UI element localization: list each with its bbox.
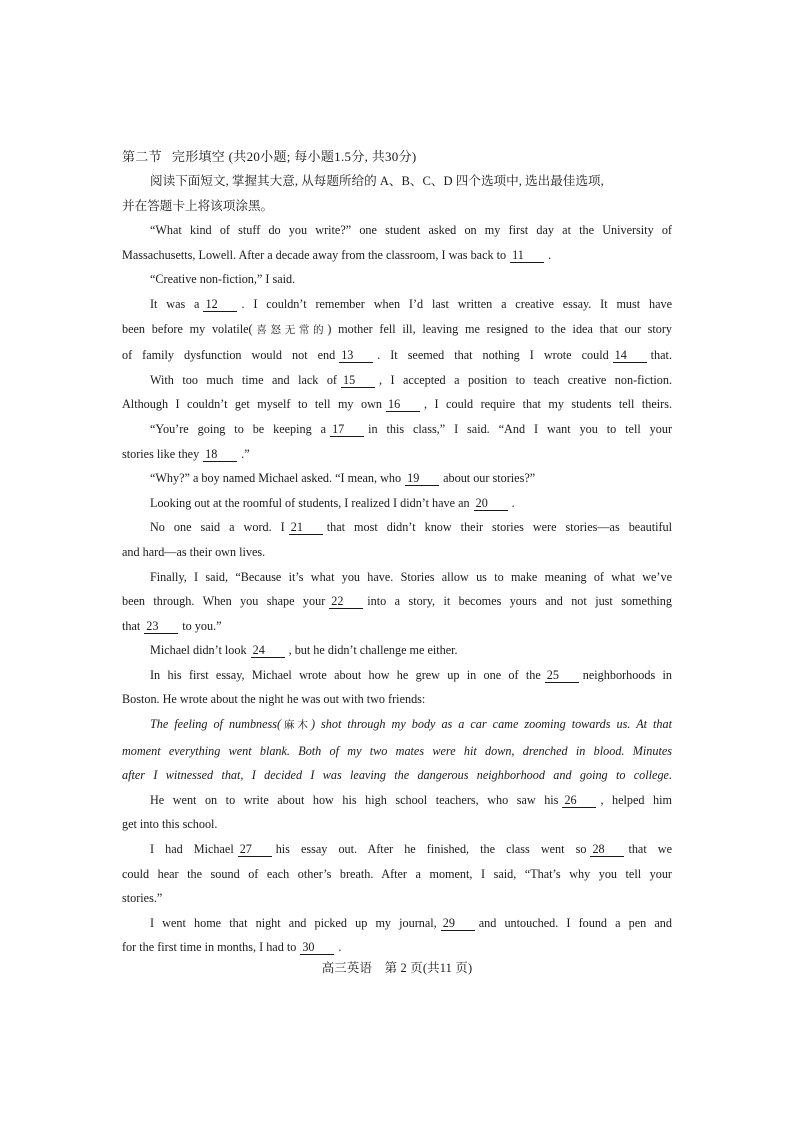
blank-18: 18: [203, 447, 237, 462]
line-text: get into this school.: [122, 817, 218, 832]
line-text: , I accepted a position to teach creative non-fiction.: [378, 372, 672, 387]
blank-11: 11: [510, 248, 544, 263]
line-text: of family dysfunction would not end: [122, 348, 336, 363]
line-text: .: [548, 247, 552, 262]
passage-line: [122, 343, 672, 368]
section-number: 第二节: [122, 149, 162, 164]
blank-29: 29: [441, 916, 475, 931]
line-text: been before my volatile(: [122, 321, 253, 336]
line-text: that.: [650, 348, 672, 363]
passage-line: [122, 565, 672, 590]
passage-line: [122, 267, 672, 292]
section-title: 完形填空 (共20小题; 每小题1.5分, 共30分): [171, 149, 417, 164]
blank-16: 16: [386, 397, 420, 412]
blank-27: 27: [238, 842, 272, 857]
line-text: He went on to write about how his high school teachers, who saw his: [150, 792, 559, 807]
gloss-text: 喜怒无常的: [252, 324, 328, 336]
passage-line: [122, 886, 672, 911]
passage-line: [122, 911, 672, 936]
line-text: No one said a word. I: [150, 520, 285, 535]
passage-line: [122, 589, 672, 614]
line-text: Massachusetts, Lowell. After a decade away from the classroom, I was back to: [122, 247, 507, 262]
blank-22: 22: [329, 594, 363, 609]
line-text: Although I couldn’t get myself to tell my own: [122, 397, 382, 412]
blank-17: 17: [330, 422, 364, 437]
line-text: moment everything went blank. Both of my two mates were hit down, drenched in blood. Minutes: [122, 743, 672, 758]
line-text: , I could require that my students tell theirs.: [424, 397, 673, 412]
line-text: . I couldn’t remember when I’d last written a creative essay. It must have: [241, 296, 672, 311]
page-footer: 高三英语 第 2 页(共11 页): [321, 961, 473, 975]
blank-24: 24: [251, 643, 285, 658]
passage-line: [122, 292, 672, 317]
line-text: Looking out at the roomful of students, I realized I didn’t have an: [150, 495, 470, 510]
line-text: to you.”: [182, 618, 222, 633]
instruction-line-2: 并在答题卡上将该项涂黑。: [122, 198, 274, 213]
passage-line: [122, 218, 672, 243]
passage-line: [122, 442, 672, 467]
passage-line-italic: [122, 712, 672, 739]
line-text: “You’re going to be keeping a: [150, 421, 327, 436]
instruction-line-1: 阅读下面短文, 掌握其大意, 从每题所给的 A、B、C、D 四个选项中, 选出最佳选项,: [150, 174, 604, 188]
passage-line-italic: [122, 763, 672, 788]
passage-line-italic: [122, 739, 672, 764]
line-text: I went home that night and picked up my journal,: [150, 915, 437, 930]
line-text: The feeling of numbness(: [150, 717, 282, 732]
line-text: after I witnessed that, I decided I was leaving the dangerous neighborhood and going to college.: [122, 768, 672, 783]
line-text: Michael didn’t look: [150, 643, 247, 658]
passage-line: [122, 788, 672, 813]
passage-line: [122, 687, 672, 712]
line-text: that we: [628, 842, 672, 857]
line-text: I had Michael: [150, 842, 234, 857]
line-text: his essay out. After he finished, the class went so: [275, 842, 587, 857]
line-text: could hear the sound of each other’s breath. After a moment, I said, “That’s why you tell your: [122, 866, 672, 881]
line-text: With too much time and lack of: [150, 372, 337, 387]
line-text: been through. When you shape your: [122, 594, 326, 609]
line-text: Finally, I said, “Because it’s what you have. Stories allow us to make meaning of what we’ve: [150, 569, 672, 584]
passage-line: [122, 243, 672, 268]
passage-line: [122, 614, 672, 639]
line-text: for the first time in months, I had to: [122, 940, 297, 955]
passage-line: [122, 491, 672, 516]
line-text: “Why?” a boy named Michael asked. “I mean, who: [150, 471, 402, 486]
line-text: that most didn’t know their stories were stories—as beautiful: [326, 520, 673, 535]
line-text: in this class,” I said. “And I want you to tell your: [368, 421, 673, 436]
line-text: , but he didn’t challenge me either.: [288, 643, 458, 658]
gloss-text: 麻木: [281, 720, 311, 732]
passage-line: [122, 417, 672, 442]
blank-25: 25: [545, 668, 579, 683]
line-text: that: [122, 618, 141, 633]
passage-line: [122, 317, 672, 344]
passage-line: [122, 812, 672, 837]
blank-15: 15: [341, 373, 375, 388]
line-text: stories like they: [122, 446, 200, 461]
line-text: and hard—as their own lives.: [122, 544, 266, 559]
line-text: into a story, it becomes yours and not just something: [367, 594, 672, 609]
line-text: stories.”: [122, 891, 163, 906]
line-text: ) shot through my body as a car came zooming towards us. At that: [310, 717, 673, 732]
blank-13: 13: [339, 348, 373, 363]
line-text: “Creative non-fiction,” I said.: [150, 272, 296, 287]
blank-26: 26: [562, 793, 596, 808]
passage-line: [122, 392, 672, 417]
passage-line: [122, 638, 672, 663]
blank-21: 21: [289, 520, 323, 535]
blank-28: 28: [590, 842, 624, 857]
passage-line: [122, 540, 672, 565]
line-text: about our stories?”: [443, 471, 536, 486]
line-text: neighborhoods in: [582, 667, 673, 682]
line-text: ) mother fell ill, leaving me resigned to the idea that our story: [327, 321, 673, 336]
passage-line: [122, 837, 672, 862]
line-text: Boston. He wrote about the night he was out with two friends:: [122, 692, 426, 707]
passage-line: [122, 466, 672, 491]
line-text: “What kind of stuff do you write?” one student asked on my first day at the University of: [150, 223, 672, 238]
passage-line: [122, 862, 672, 887]
line-text: .: [511, 495, 515, 510]
blank-12: 12: [203, 297, 237, 312]
blank-20: 20: [474, 496, 508, 511]
line-text: . It seemed that nothing I wrote could: [377, 348, 609, 363]
line-text: In his first essay, Michael wrote about how he grew up in one of the: [150, 667, 541, 682]
line-text: , helped him: [600, 792, 672, 807]
blank-14: 14: [613, 348, 647, 363]
line-text: .”: [241, 446, 250, 461]
blank-30: 30: [300, 940, 334, 955]
section-heading: [122, 144, 672, 169]
passage-line: [122, 663, 672, 688]
blank-19: 19: [405, 471, 439, 486]
line-text: .: [338, 940, 342, 955]
passage-line: [122, 368, 672, 393]
passage-line: [122, 515, 672, 540]
blank-23: 23: [144, 619, 178, 634]
line-text: and untouched. I found a pen and: [478, 915, 672, 930]
passage-line: [122, 935, 672, 960]
cloze-section: [122, 144, 672, 960]
line-text: It was a: [150, 296, 200, 311]
